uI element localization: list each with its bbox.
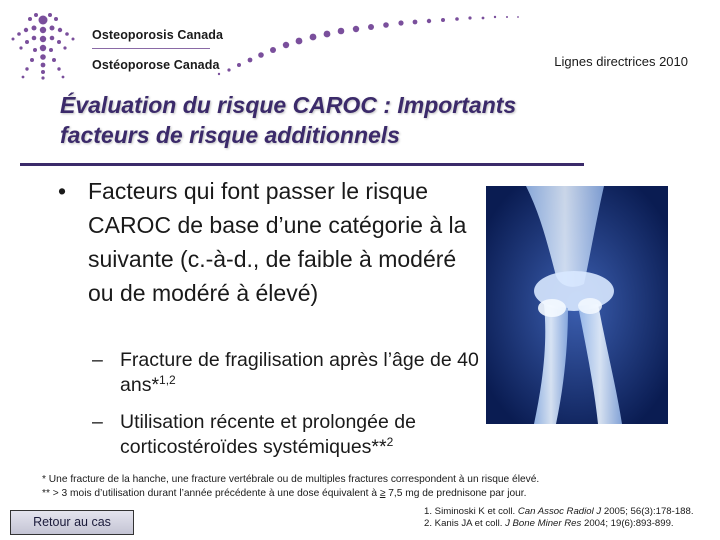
footnote-fracture: * Une fracture de la hanche, une fracture vertébrale ou de multiples fractures correspondent à un risque élevé. (42, 474, 540, 485)
references (424, 506, 694, 530)
citation-superscript: 1,2 (159, 373, 176, 387)
sub-bullet-fracture (92, 348, 482, 398)
reference-2-authors: 2. Kanis JA et coll. (424, 518, 506, 529)
footnote-corticosteroids (42, 488, 526, 499)
footnote-corticosteroids-text: ** > 3 mois d’utilisation durant l’année précédente à une dose équivalent à (42, 488, 380, 499)
organization-name-english: Osteoporosis Canada (92, 28, 224, 42)
reference-2-citation: 2004; 19(6):893-899. (581, 518, 674, 529)
footnote-corticosteroids-dose: 7,5 mg de prednisone par jour. (385, 488, 527, 499)
reference-1-journal: Can Assoc Radiol J (517, 506, 602, 517)
slide-title-line-2: facteurs de risque additionnels (60, 122, 400, 148)
citation-superscript: 2 (386, 435, 394, 449)
decorative-dot-arc (215, 8, 535, 80)
reference-1 (424, 506, 694, 518)
reference-1-citation: 2005; 56(3):178-188. (601, 506, 694, 517)
reference-1-authors: 1. Siminoski K et coll. (424, 506, 518, 517)
title-underline (20, 163, 584, 166)
back-to-case-button[interactable]: Retour au cas (10, 510, 134, 535)
elbow-xray-image (486, 186, 668, 424)
main-bullet-text: Facteurs qui font passer le risque CAROC de base d’une catégorie à la suivante (c.-à-d., de faible à modéré ou de modéré à élevé) (88, 178, 467, 306)
osteoporosis-canada-logo-icon (8, 12, 78, 82)
reference-2 (424, 518, 694, 530)
organization-name-french: Ostéoporose Canada (92, 58, 220, 72)
reference-2-journal: J Bone Miner Res (505, 518, 582, 529)
geq-symbol: ≥ (379, 488, 386, 499)
guideline-label: Lignes directrices 2010 (554, 54, 688, 69)
dash-mark: – (92, 411, 103, 433)
main-bullet (60, 174, 480, 310)
slide-title (60, 90, 660, 150)
sub-bullet-fracture-text: Fracture de fragilisation après l’âge de 40 ans* (120, 349, 479, 396)
bullet-mark: • (58, 178, 67, 204)
dash-mark: – (92, 349, 103, 371)
slide-title-line-1: Évaluation du risque CAROC : Importants (60, 92, 517, 118)
organization-divider (92, 48, 210, 49)
sub-bullet-corticosteroids (92, 410, 482, 460)
xray-bones-illustration (486, 186, 668, 424)
sub-bullet-corticosteroids-text: Utilisation récente et prolongée de corticostéroïdes systémiques** (120, 411, 416, 458)
